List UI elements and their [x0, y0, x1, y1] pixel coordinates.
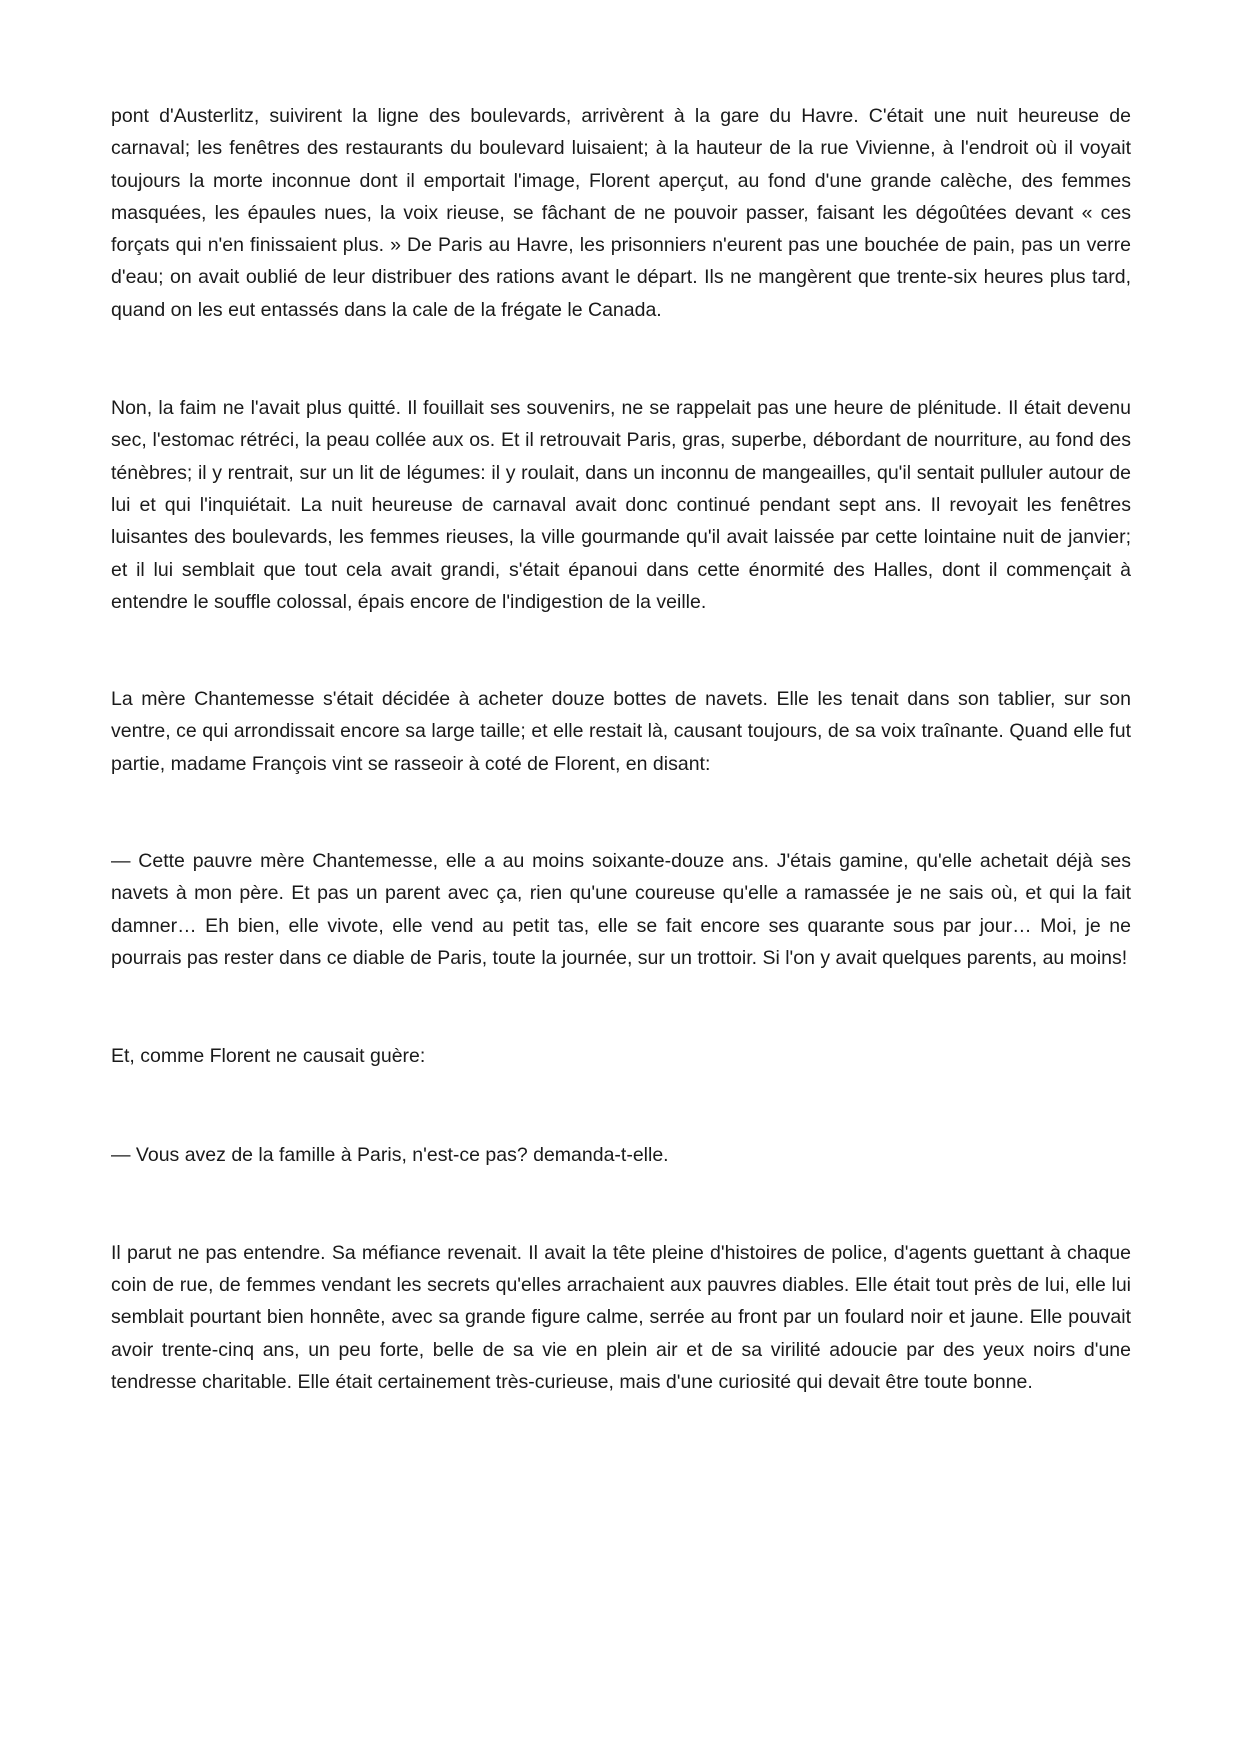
paragraph-florent-silence: Et, comme Florent ne causait guère:	[111, 1045, 426, 1068]
paragraph-mefiance: Il parut ne pas entendre. Sa méfiance revenait. Il avait la tête pleine d'histoires de police, d'agents guettant à chaque coin de rue, de femmes vendant les secrets qu'elles arrachaient aux pauvres diables. Elle était tout près de lui, elle lui semblait pourtant bien honnête, avec sa grande figure calme, serrée au front par un foulard noir et jaune. Elle pouvait avoir trente-cinq ans, un peu forte, belle de sa vie en plein air et de sa virilité adoucie par des yeux noirs d'une tendresse charitable. Elle était certainement très-curieuse, mais d'une curiosité qui devait être toute bonne.	[111, 1241, 1131, 1394]
paragraph-faim: Non, la faim ne l'avait plus quitté. Il fouillait ses souvenirs, ne se rappelait pas une heure de plénitude. Il était devenu sec, l'estomac rétréci, la peau collée aux os. Et il retrouvait Paris, gras, superbe, débordant de nourriture, au fond des ténèbres; il y rentrait, sur un lit de légumes: il y roulait, dans un inconnu de mangeailles, qu'il sentait pulluler autour de lui et qui l'inquiétait. La nuit heureuse de carnaval avait donc continué pendant sept ans. Il revoyait les fenêtres luisantes des boulevards, les femmes rieuses, la ville gourmande qu'il avait laissée par cette lointaine nuit de janvier; et il lui semblait que tout cela avait grandi, s'était épanoui dans cette énormité des Halles, dont il commençait à entendre le souffle colossal, épais encore de l'indigestion de la veille.	[111, 397, 1131, 613]
document-page	[111, 100, 1131, 1398]
paragraph-gare-du-havre: pont d'Austerlitz, suivirent la ligne des boulevards, arrivèrent à la gare du Havre. C'était une nuit heureuse de carnaval; les fenêtres des restaurants du boulevard luisaient; à la hauteur de la rue Vivienne, à l'endroit où il voyait toujours la morte inconnue dont il emportait l'image, Florent aperçut, au fond d'une grande calèche, des femmes masquées, les épaules nues, la voix rieuse, se fâchant de ne pouvoir passer, faisant les dégoûtées devant « ces forçats qui n'en finissaient plus. » De Paris au Havre, les prisonniers n'eurent pas une bouchée de pain, pas un verre d'eau; on avait oublié de leur distribuer des rations avant le départ. Ils ne mangèrent que trente-six heures plus tard, quand on les eut entassés dans la cale de la frégate le Canada.	[111, 105, 1131, 321]
paragraph-dialogue-francois: — Cette pauvre mère Chantemesse, elle a au moins soixante-douze ans. J'étais gamine, qu'elle achetait déjà ses navets à mon père. Et pas un parent avec ça, rien qu'une coureuse qu'elle a ramassée je ne sais où, et qui la fait damner… Eh bien, elle vivote, elle vend au petit tas, elle se fait encore ses quarante sous par jour… Moi, je ne pourrais pas rester dans ce diable de Paris, toute la journée, sur un trottoir. Si l'on y avait quelques parents, au moins!	[111, 850, 1131, 969]
paragraph-question-famille: — Vous avez de la famille à Paris, n'est-ce pas? demanda-t-elle.	[111, 1143, 669, 1166]
paragraph-mere-chantemesse: La mère Chantemesse s'était décidée à acheter douze bottes de navets. Elle les tenait dans son tablier, sur son ventre, ce qui arrondissait encore sa large taille; et elle restait là, causant toujours, de sa voix traînante. Quand elle fut partie, madame François vint se rasseoir à coté de Florent, en disant:	[111, 688, 1131, 775]
